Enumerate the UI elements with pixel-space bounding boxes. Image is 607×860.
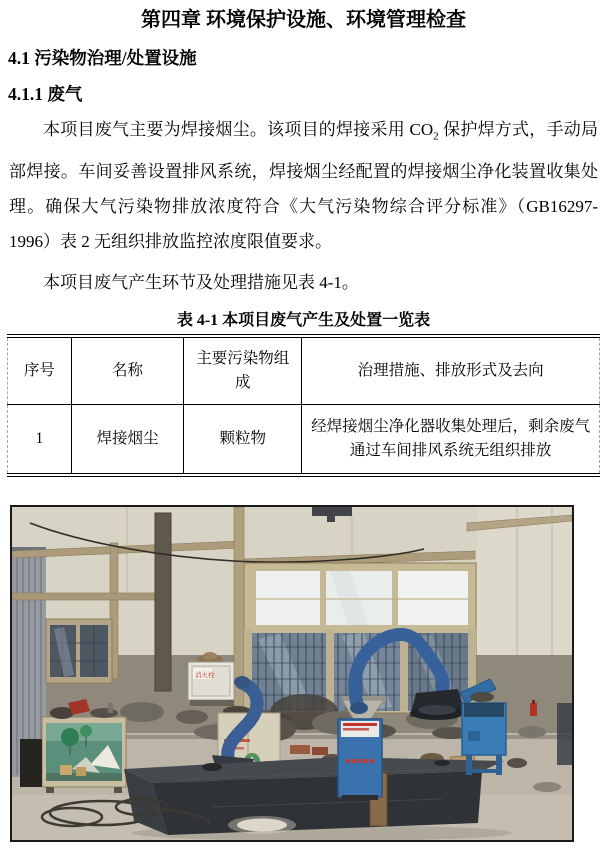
- section-heading: 4.1 污染物治理/处置设施: [8, 48, 197, 68]
- welding-platform: [124, 757, 504, 835]
- cell-name: 焊接烟尘: [71, 405, 184, 476]
- paragraph-part-1: 本项目废气主要为焊接烟尘。该项目的焊接采用 CO: [43, 120, 434, 139]
- right-edge-equipment: [557, 703, 572, 765]
- waste-gas-table: [7, 334, 600, 477]
- paragraph-table-ref: 本项目废气产生环节及处理措施见表 4-1。: [43, 273, 359, 293]
- table-caption: 表 4-1 本项目废气产生及处置一览表: [176, 312, 431, 330]
- co2-subscript: 2: [433, 130, 439, 143]
- black-box: [20, 739, 42, 787]
- paragraph-waste-gas: [9, 112, 598, 259]
- cell-pollutant: 颗粒物: [184, 405, 302, 476]
- fire-cabinet-sign-text: 消火栓: [195, 672, 215, 680]
- floor-light-spot: [228, 816, 296, 834]
- support-column: [155, 513, 171, 691]
- paragraph-part-2: 保护焊方式，手动局部焊接。车间妥善设置排风系统，焊接烟尘经配置的焊接烟尘净化装置收集处理。确保大气污染物排放浓度符合《大气污染物综合评分标准》（GB16297-1996）表 2 无组织排放监控浓度限值要求。: [9, 120, 599, 252]
- cell-seq: 1: [8, 405, 72, 476]
- left-window: [46, 619, 112, 683]
- table-row: [8, 405, 600, 476]
- cell-measures: 经焊接烟尘净化器收集处理后，剩余废气通过车间排风系统无组织排放: [311, 418, 591, 460]
- header-measures: 治理措施、排放形式及去向: [302, 336, 600, 405]
- chapter-title: 第四章 环境保护设施、环境管理检查: [141, 9, 466, 31]
- subsection-heading: 4.1.1 废气: [8, 84, 83, 104]
- table-header-row: [8, 336, 600, 405]
- workshop-photo: [10, 505, 574, 842]
- header-seq: 序号: [8, 336, 72, 405]
- workshop-photo-illustration: [12, 507, 572, 840]
- header-pollutant: 主要污染物组成: [184, 336, 302, 405]
- header-name: 名称: [71, 336, 184, 405]
